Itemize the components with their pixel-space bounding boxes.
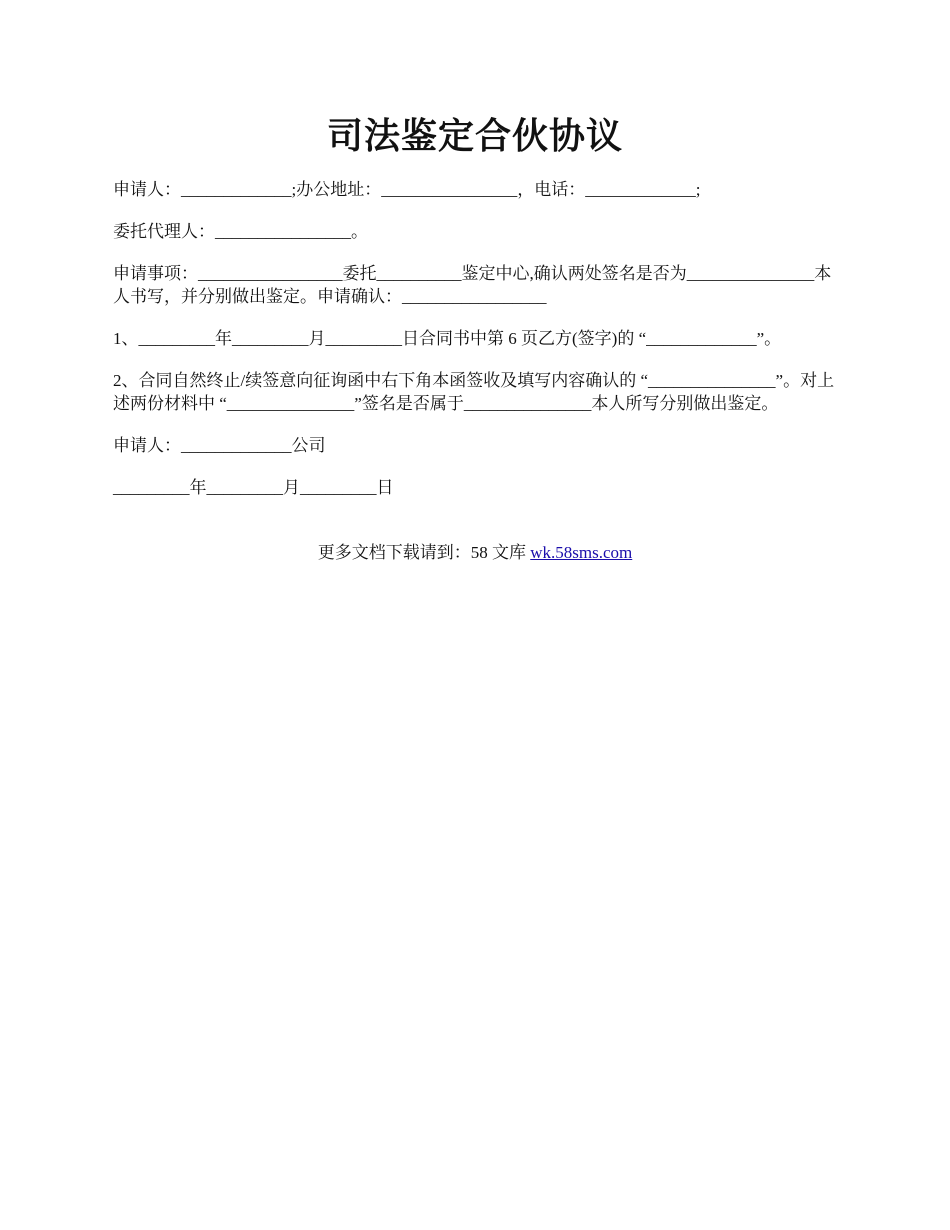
document-title: 司法鉴定合伙协议 [326, 116, 623, 156]
document-body [113, 178, 845, 518]
agent-paragraph: 委托代理人：________________。 [113, 222, 368, 241]
application-matter-paragraph: 申请事项：_________________委托__________鉴定中心,确认两处签名是否为_______________本人书写，并分别做出鉴定。申请确认：_________________ [113, 264, 832, 306]
applicant-company-paragraph: 申请人：_____________公司 [113, 436, 326, 455]
footer-link[interactable]: wk.58sms.com [530, 543, 633, 562]
date-paragraph: _________年_________月_________日 [113, 478, 394, 497]
footer-text: 更多文档下载请到：58 文库 [317, 543, 531, 562]
item-1-paragraph: 1、_________年_________月_________日合同书中第 6 页乙方(签字)的 “_____________”。 [113, 329, 782, 348]
download-footer [0, 541, 950, 564]
item-2-paragraph: 2、合同自然终止/续签意向征询函中右下角本函签收及填写内容确认的 “_______________”。对上述两份材料中 “_______________”签名是否属于_______________本人所写分别做出鉴定。 [113, 371, 835, 413]
applicant-info-paragraph: 申请人：_____________;办公地址：________________，电话：_____________; [113, 180, 701, 199]
